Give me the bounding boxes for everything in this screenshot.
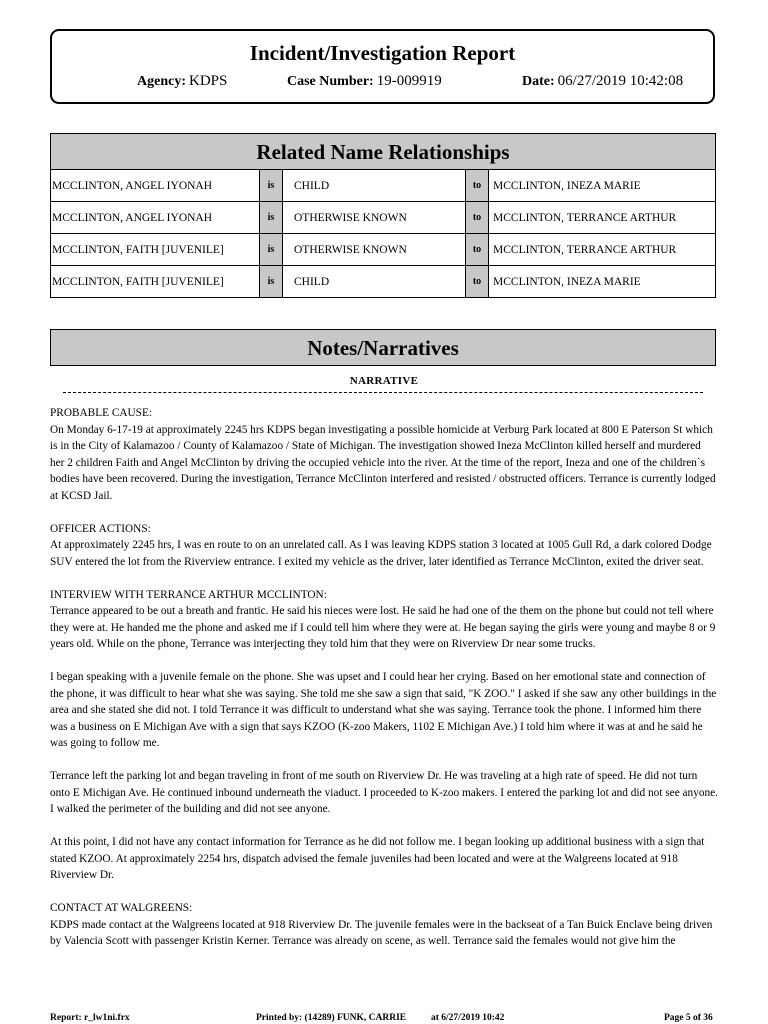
relationship-type: CHILD	[283, 266, 466, 298]
relationship-is-label: is	[260, 266, 283, 298]
agency-label: Agency:	[137, 74, 186, 89]
narrative-paragraph: PROBABLE CAUSE: On Monday 6-17-19 at approximately 2245 hrs KDPS began investigating a possible homicide at Verburg Park located at 800 E Paterson St which is in the City of Kalamazoo / County of Kalamazoo / State of Michigan. The investigation showed Ineza McClinton killed herself and murdered her 2 children Faith and Angel McClinton by driving the occupied vehicle into the river. At the time of the report, Ineza and one of the children`s bodies have been recovered. During the investigation, Terrance McClinton interfered and resisted / obstructed officers. Terrance is currently lodged at KCSD Jail.	[50, 407, 716, 502]
narrative-paragraph: CONTACT AT WALGREENS: KDPS made contact at the Walgreens located at 918 Riverview Dr. The juvenile females were in the backseat of a Tan Buick Enclave being driven by Valencia Scott with passenger Kristin Kerner. Terrance was already on scene, as well. Terrance said the females would not give him the	[50, 902, 713, 947]
case-number-label: Case Number:	[287, 74, 374, 89]
report-title: Incident/Investigation Report	[249, 41, 516, 65]
date-value: 06/27/2019 10:42:08	[557, 73, 684, 89]
case-number-value: 19-009919	[376, 73, 442, 89]
relationship-subject: MCCLINTON, FAITH [JUVENILE]	[51, 266, 260, 298]
footer-report-id: Report: r_lw1ni.frx	[50, 1013, 130, 1023]
narrative-paragraph: Terrance left the parking lot and began traveling in front of me south on Riverview Dr. He was traveling at a high rate of speed. He did not turn onto E Michigan Ave. He continued inbound underneath the viaduct. I proceeded to K-zoo makers. I entered the parking lot and did not see anyone. I walked the perimeter of the building and did not see anyone.	[50, 770, 718, 815]
relationship-row	[51, 234, 716, 266]
footer-printed-by: Printed by: (14289) FUNK, CARRIE	[256, 1013, 407, 1023]
relationship-target: MCCLINTON, INEZA MARIE	[489, 266, 716, 298]
date-label: Date:	[522, 74, 555, 89]
relationship-is-label: is	[260, 234, 283, 266]
narrative-text	[50, 405, 718, 966]
relationship-subject: MCCLINTON, ANGEL IYONAH	[51, 170, 260, 202]
footer-printed-at: at 6/27/2019 10:42	[431, 1013, 505, 1023]
relationship-to-label: to	[466, 266, 489, 298]
relationship-subject: MCCLINTON, ANGEL IYONAH	[51, 202, 260, 234]
relationship-target: MCCLINTON, INEZA MARIE	[489, 170, 716, 202]
relationship-row	[51, 202, 716, 234]
relationship-type: CHILD	[283, 170, 466, 202]
narrative-paragraph: At this point, I did not have any contact information for Terrance as he did not follow me. I began looking up additional business with a sign that stated KZOO. At approximately 2254 hrs, dispatch advised the female juveniles had been located and were at the Walgreens located at 918 Riverview Dr.	[50, 836, 705, 881]
relationship-row	[51, 266, 716, 298]
notes-section-title: Notes/Narratives	[50, 329, 716, 366]
narrative-heading: NARRATIVE	[349, 375, 419, 387]
relationships-table	[50, 169, 716, 298]
relationship-to-label: to	[466, 234, 489, 266]
footer-page-number: Page 5 of 36	[664, 1013, 713, 1023]
relationship-type: OTHERWISE KNOWN	[283, 202, 466, 234]
relationship-subject: MCCLINTON, FAITH [JUVENILE]	[51, 234, 260, 266]
date-field	[522, 73, 683, 90]
relationship-target: MCCLINTON, TERRANCE ARTHUR	[489, 202, 716, 234]
dashed-divider	[63, 392, 703, 393]
relationship-to-label: to	[466, 170, 489, 202]
narrative-paragraph: INTERVIEW WITH TERRANCE ARTHUR MCCLINTON: Terrance appeared to be out a breath and frantic. He said his nieces were lost. He said he had one of the them on the phone but could not tell where they were at. He handed me the phone and asked me if I could tell him where they were at. He began saying the girls were young and maybe 8 or 9 years old. While on the phone, Terrance was interjecting they told him that they were on Riverview Dr near some trucks.	[50, 588, 716, 650]
agency-value: KDPS	[189, 73, 228, 89]
narrative-paragraph: I began speaking with a juvenile female on the phone. She was upset and I could hear her crying. Based on her emotional state and connection of the phone, it was difficult to hear what she was saying. She told me she saw a sign that said, "K ZOO." I asked if she saw any other buildings in the area and she stated she did not. I told Terrance it was difficult to understand what she was saying. Terrance took the phone. I informed him there was a business on E Michigan Ave with a sign that says KZOO (K-zoo Makers, 1102 E Michigan Ave.) I told him where it was at and he said he was going to follow me.	[50, 671, 717, 749]
narrative-paragraph: OFFICER ACTIONS: At approximately 2245 hrs, I was en route to on an unrelated call. As I was leaving KDPS station 3 located at 1005 Gull Rd, a dark colored Dodge SUV entered the lot from the Riverview entrance. I exited my vehicle as the driver, later identified as Terrance McClinton, exited the driver seat.	[50, 522, 712, 568]
relationship-target: MCCLINTON, TERRANCE ARTHUR	[489, 234, 716, 266]
relationship-is-label: is	[260, 202, 283, 234]
agency-field	[137, 73, 227, 90]
relationships-section-title: Related Name Relationships	[50, 133, 716, 170]
report-header	[50, 29, 715, 104]
relationship-row	[51, 170, 716, 202]
case-number-field	[287, 73, 442, 90]
relationship-type: OTHERWISE KNOWN	[283, 234, 466, 266]
relationship-is-label: is	[260, 170, 283, 202]
relationship-to-label: to	[466, 202, 489, 234]
